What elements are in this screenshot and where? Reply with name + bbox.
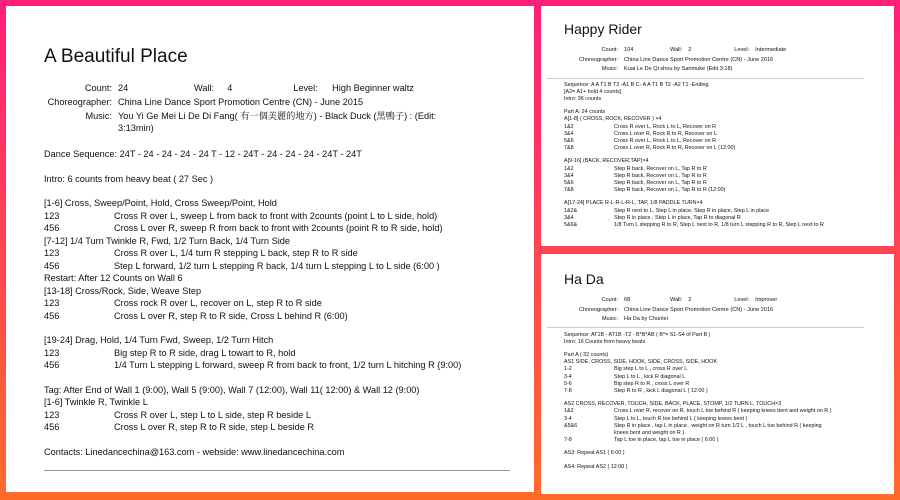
count-value: 104 bbox=[624, 47, 634, 53]
music-value: Ha Da by Chunlei bbox=[624, 316, 668, 322]
step-row bbox=[564, 437, 894, 444]
step-row bbox=[44, 210, 534, 223]
step-count: 5&6& bbox=[564, 221, 578, 228]
section-heading: A[9-16] (BACK, RECOVER,TAP)×4 bbox=[564, 158, 649, 165]
step-row bbox=[564, 416, 894, 423]
step-count: 7&8 bbox=[564, 187, 574, 194]
wall-label: Wall: bbox=[670, 297, 683, 303]
step-description: Tap L toe in place, tap L toe in place ( 6:00 ) bbox=[614, 437, 719, 444]
step-description: 1/8 Turn L stepping R to R, Step L next to R, 1/8 turn L stepping R to R, Step L next to R bbox=[614, 221, 824, 228]
step-description: Step R back, Recover on L, Tap R to R bbox=[614, 179, 707, 186]
step-description: Cross L over R, Rock R to R, Recover on L bbox=[614, 130, 717, 137]
step-list bbox=[44, 210, 534, 235]
dance-info bbox=[564, 47, 792, 76]
repeat-note: AS3: Repeat AS1 ( 6:00 ) bbox=[564, 450, 625, 457]
section-heading: AS1 SIDE, CROSS, SIDE, HOOK, SIDE, CROSS, SIDE, HOOK bbox=[564, 359, 718, 366]
choreographer-value: China Line Dance Sport Promotion Centre (CN) - June 2016 bbox=[624, 56, 774, 63]
wall-label: Wall: bbox=[670, 47, 683, 53]
step-list bbox=[564, 408, 894, 444]
step-sheet-happy-rider bbox=[541, 6, 894, 246]
step-description: Step R in place , Step L in place, Tap R to diagonal R bbox=[614, 214, 741, 221]
step-list bbox=[44, 347, 534, 372]
dance-sequence: Dance Sequence: 24T - 24 - 24 - 24 - 24 T - 12 - 24T - 24 - 24 - 24 - 24T - 24T bbox=[44, 149, 362, 159]
step-count: 3&4 bbox=[564, 214, 574, 221]
step-row bbox=[564, 381, 894, 388]
step-count: 123 bbox=[44, 298, 60, 308]
step-list bbox=[564, 166, 894, 195]
step-row bbox=[564, 423, 894, 430]
step-count: 3-4 bbox=[564, 373, 572, 380]
step-row bbox=[564, 208, 894, 215]
level-value: Intermediate bbox=[755, 47, 787, 53]
step-row bbox=[564, 430, 894, 437]
step-count: 5&6 bbox=[564, 137, 574, 144]
page-title: Ha Da bbox=[564, 271, 604, 287]
step-description: Cross rock R over L, recover on L, step R to R side bbox=[114, 298, 322, 308]
step-row bbox=[564, 138, 894, 145]
step-description: Cross R over L, Rock L to L, Recover on R bbox=[614, 137, 716, 144]
count-value: 68 bbox=[624, 297, 631, 303]
step-description: Step R to R , kick L diagonal L ( 12:00 ) bbox=[614, 387, 708, 394]
step-list bbox=[564, 366, 894, 395]
step-row bbox=[564, 366, 894, 373]
step-description: Cross L over R, recover on R, touch L toe behind R ( keeping knees bent and weight on R ) bbox=[614, 408, 832, 415]
step-count: 1-2 bbox=[564, 366, 572, 373]
choreographer-value: China Line Dance Sport Promotion Centre (CN) - June 2015 bbox=[118, 97, 364, 107]
level-value: Improver bbox=[755, 297, 778, 303]
step-row bbox=[564, 180, 894, 187]
choreographer-label: Choreographer: bbox=[578, 56, 618, 63]
step-row bbox=[564, 166, 894, 173]
step-row bbox=[44, 409, 534, 422]
level-value: High Beginner waltz bbox=[332, 83, 414, 93]
step-description: knees bent and weight on R ) bbox=[614, 429, 685, 436]
part-heading: Part A: 24 counts bbox=[564, 109, 606, 116]
step-row bbox=[564, 187, 894, 194]
step-row bbox=[564, 145, 894, 152]
step-description: Cross R over L, step L to L side, step R beside L bbox=[114, 409, 311, 420]
section-heading: A[17-24] PLACE R-L-R-L-R-L, TAP, 1/8 PADDLE TURN×4 bbox=[564, 200, 703, 207]
step-sheet-ha-da bbox=[541, 254, 894, 494]
step-description: Step R next to L, Step L in place, Step R in place, Step L in place bbox=[614, 207, 770, 214]
section-heading: [19-24] Drag, Hold, 1/4 Turn Fwd, Sweep, 1/2 Turn Hitch bbox=[44, 335, 274, 345]
section-heading: [7-12] 1/4 Turn Twinkle R, Fwd, 1/2 Turn Back, 1/4 Turn Side bbox=[44, 235, 290, 246]
music-value: Kuai Le De Qi shou by Sanmuke (Edit 3:18) bbox=[624, 66, 733, 72]
step-description: Step L to L , kick R diagonal L bbox=[614, 373, 686, 380]
step-row bbox=[564, 173, 894, 180]
section-heading: A[1-8] ( CROSS, ROCK, RECOVER ) ×4 bbox=[564, 116, 662, 123]
step-description: Cross L over R, Rock R to R, Recover on L (12:00) bbox=[614, 145, 736, 152]
step-row bbox=[564, 124, 894, 131]
page-title: A Beautiful Place bbox=[44, 46, 188, 67]
step-list bbox=[44, 297, 534, 322]
wall-label: Wall: bbox=[194, 83, 215, 93]
count-value: 24 bbox=[118, 83, 129, 93]
step-sheet-a-beautiful-place bbox=[6, 6, 534, 492]
music-label: Music: bbox=[601, 316, 618, 322]
step-count: 123 bbox=[44, 248, 60, 258]
part-heading: Part A ( 32 counts) bbox=[564, 351, 609, 358]
step-row bbox=[44, 247, 534, 260]
step-count: &5&6 bbox=[564, 422, 578, 429]
step-count bbox=[564, 430, 614, 437]
step-count: 3-4 bbox=[564, 415, 572, 422]
step-description: Step L forward, 1/2 turn L stepping R back, 1/4 turn L stepping L to L side (6:00 ) bbox=[114, 260, 440, 271]
step-description: Big step L to L , cross R over L bbox=[614, 366, 688, 373]
sequence: Sequence: AT1B - AT1B -T2 - B*B*AB ( B*= S1-S4 of Part B ) bbox=[564, 331, 711, 338]
step-count: 456 bbox=[44, 310, 60, 321]
step-count: 3&4 bbox=[564, 172, 574, 179]
step-description: Step R back, Recover on L, Tap R to R (12:00) bbox=[614, 187, 726, 194]
step-description: Step L to L, touch R toe behind L ( keeping knees bent ) bbox=[614, 415, 748, 422]
wall-value: 2 bbox=[688, 47, 692, 53]
level-label: Level: bbox=[734, 47, 750, 53]
wall-value: 2 bbox=[688, 297, 692, 303]
section-heading: [1-6] Cross, Sweep/Point, Hold, Cross Sweep/Point, Hold bbox=[44, 198, 277, 208]
music-value: You Yi Ge Mei Li De Di Fang( 有一個美麗的地方) - Black Duck (黑鴨子) : (Edit: 3:13min) bbox=[118, 111, 437, 133]
music-label: Music: bbox=[85, 111, 112, 121]
divider bbox=[547, 78, 864, 79]
step-count: 1&2& bbox=[564, 207, 578, 214]
section-heading: [1-6] Twinkle R, Twinkle L bbox=[44, 397, 148, 407]
music-label: Music: bbox=[601, 66, 618, 72]
step-count: 456 bbox=[44, 260, 60, 271]
level-label: Level: bbox=[734, 297, 750, 303]
intro: Intro: 16 Counts from heavy beats bbox=[564, 338, 646, 345]
sequence: Sequence: A A T1 B T2 -A1 B C- A A T1 B T2 -A2 T1 -Ending bbox=[564, 81, 709, 88]
step-row bbox=[44, 222, 534, 235]
step-list bbox=[564, 124, 894, 153]
count-label: Count: bbox=[601, 297, 618, 303]
step-row bbox=[564, 374, 894, 381]
divider bbox=[44, 470, 510, 471]
dance-info bbox=[564, 297, 783, 326]
step-row bbox=[44, 260, 534, 273]
step-description: Cross R over L, 1/4 turn R stepping L back, step R to R side bbox=[114, 248, 358, 258]
tag-note: Tag: After End of Wall 1 (9:00), Wall 5 (9:00), Wall 7 (12:00), Wall 11( 12:00) & Wall 12 (9:00) bbox=[44, 384, 420, 395]
choreographer-label: Choreographer: bbox=[47, 97, 112, 107]
step-row bbox=[564, 131, 894, 138]
step-row bbox=[44, 297, 534, 310]
step-count: 123 bbox=[44, 409, 60, 420]
step-description: Big step R to R , cross L over R bbox=[614, 380, 690, 387]
intro: Intro: 6 counts from heavy beat ( 27 Sec ) bbox=[44, 173, 214, 184]
step-description: Cross R over L, sweep L from back to front with 2counts (point L to L side, hold) bbox=[114, 210, 438, 221]
step-count: 5-6 bbox=[564, 380, 572, 387]
step-count: 7&8 bbox=[564, 145, 574, 152]
choreographer-label: Choreographer: bbox=[578, 306, 618, 313]
section-heading: [13-18] Cross/Rock, Side, Weave Step bbox=[44, 285, 202, 296]
step-description: Cross L over R, step R to R side, step L beside R bbox=[114, 422, 314, 432]
step-row bbox=[44, 359, 534, 372]
step-row bbox=[564, 222, 894, 229]
step-count: 1&2 bbox=[564, 165, 574, 172]
step-description: Step R in place , tap L in place , weight on R turn 1/2 L , touch L toe behind R ( keeping bbox=[614, 422, 822, 429]
step-list bbox=[44, 247, 534, 272]
step-count: 456 bbox=[44, 360, 60, 370]
divider bbox=[547, 327, 864, 328]
step-row bbox=[44, 421, 534, 434]
step-description: Cross L over R, sweep R from back to front with 2counts (point R to R side, hold) bbox=[114, 223, 443, 233]
step-description: Cross R over L, Rock L to L, Recover on R bbox=[614, 123, 716, 130]
step-description: Big step R to R side, drag L towart to R, hold bbox=[114, 347, 296, 358]
count-label: Count: bbox=[84, 83, 112, 93]
step-count: 123 bbox=[44, 347, 60, 358]
step-list bbox=[564, 208, 894, 230]
step-count: 456 bbox=[44, 223, 60, 233]
contacts: Contacts: Linedancechina@163.com - webside: www.linedancechina.com bbox=[44, 446, 345, 457]
step-count: 1&2 bbox=[564, 408, 574, 415]
wall-value: 4 bbox=[227, 83, 233, 93]
level-label: Level: bbox=[293, 83, 318, 93]
page-title: Happy Rider bbox=[564, 21, 642, 37]
step-count: 123 bbox=[44, 210, 60, 221]
step-count: 456 bbox=[44, 422, 60, 432]
repeat-note: AS4: Repeat AS2 ( 12:00 ) bbox=[564, 463, 628, 470]
count-label: Count: bbox=[601, 47, 618, 53]
step-row bbox=[44, 347, 534, 360]
restart-note: Restart: After 12 Counts on Wall 6 bbox=[44, 273, 183, 283]
step-description: Cross L over R, step R to R side, Cross L behind R (6:00) bbox=[114, 310, 348, 321]
step-row bbox=[44, 310, 534, 323]
step-count: 5&6 bbox=[564, 179, 574, 186]
step-list bbox=[44, 409, 534, 434]
step-description: 1/4 Turn L stepping L forward, sweep R from back to front, 1/2 turn L hitching R {9:00) bbox=[114, 360, 462, 370]
step-count: 7-8 bbox=[564, 387, 572, 394]
step-row bbox=[564, 408, 894, 415]
step-count: 3&4 bbox=[564, 130, 574, 137]
sequence-note: [A2= A1+ hold 4 counts] bbox=[564, 88, 622, 95]
step-description: Step R back, Recover on L, Tap R to R bbox=[614, 165, 707, 172]
step-row bbox=[564, 215, 894, 222]
step-count: 7-8 bbox=[564, 437, 572, 444]
step-description: Step R back, Recover on L, Tap R to R bbox=[614, 172, 707, 179]
intro: Intro: 36 counts bbox=[564, 95, 602, 102]
step-row bbox=[564, 388, 894, 395]
dance-info bbox=[44, 82, 444, 136]
choreographer-value: China Line Dance Sport Promotion Centre (CN) - June 2016 bbox=[624, 306, 774, 313]
step-count: 1&2 bbox=[564, 123, 574, 130]
section-heading: AS2 CROSS, RECOVER, TOUCH, SIDE, BACK, PLACE, STOMP, 1/2 TURN L, TOUCH×3 bbox=[564, 401, 782, 408]
